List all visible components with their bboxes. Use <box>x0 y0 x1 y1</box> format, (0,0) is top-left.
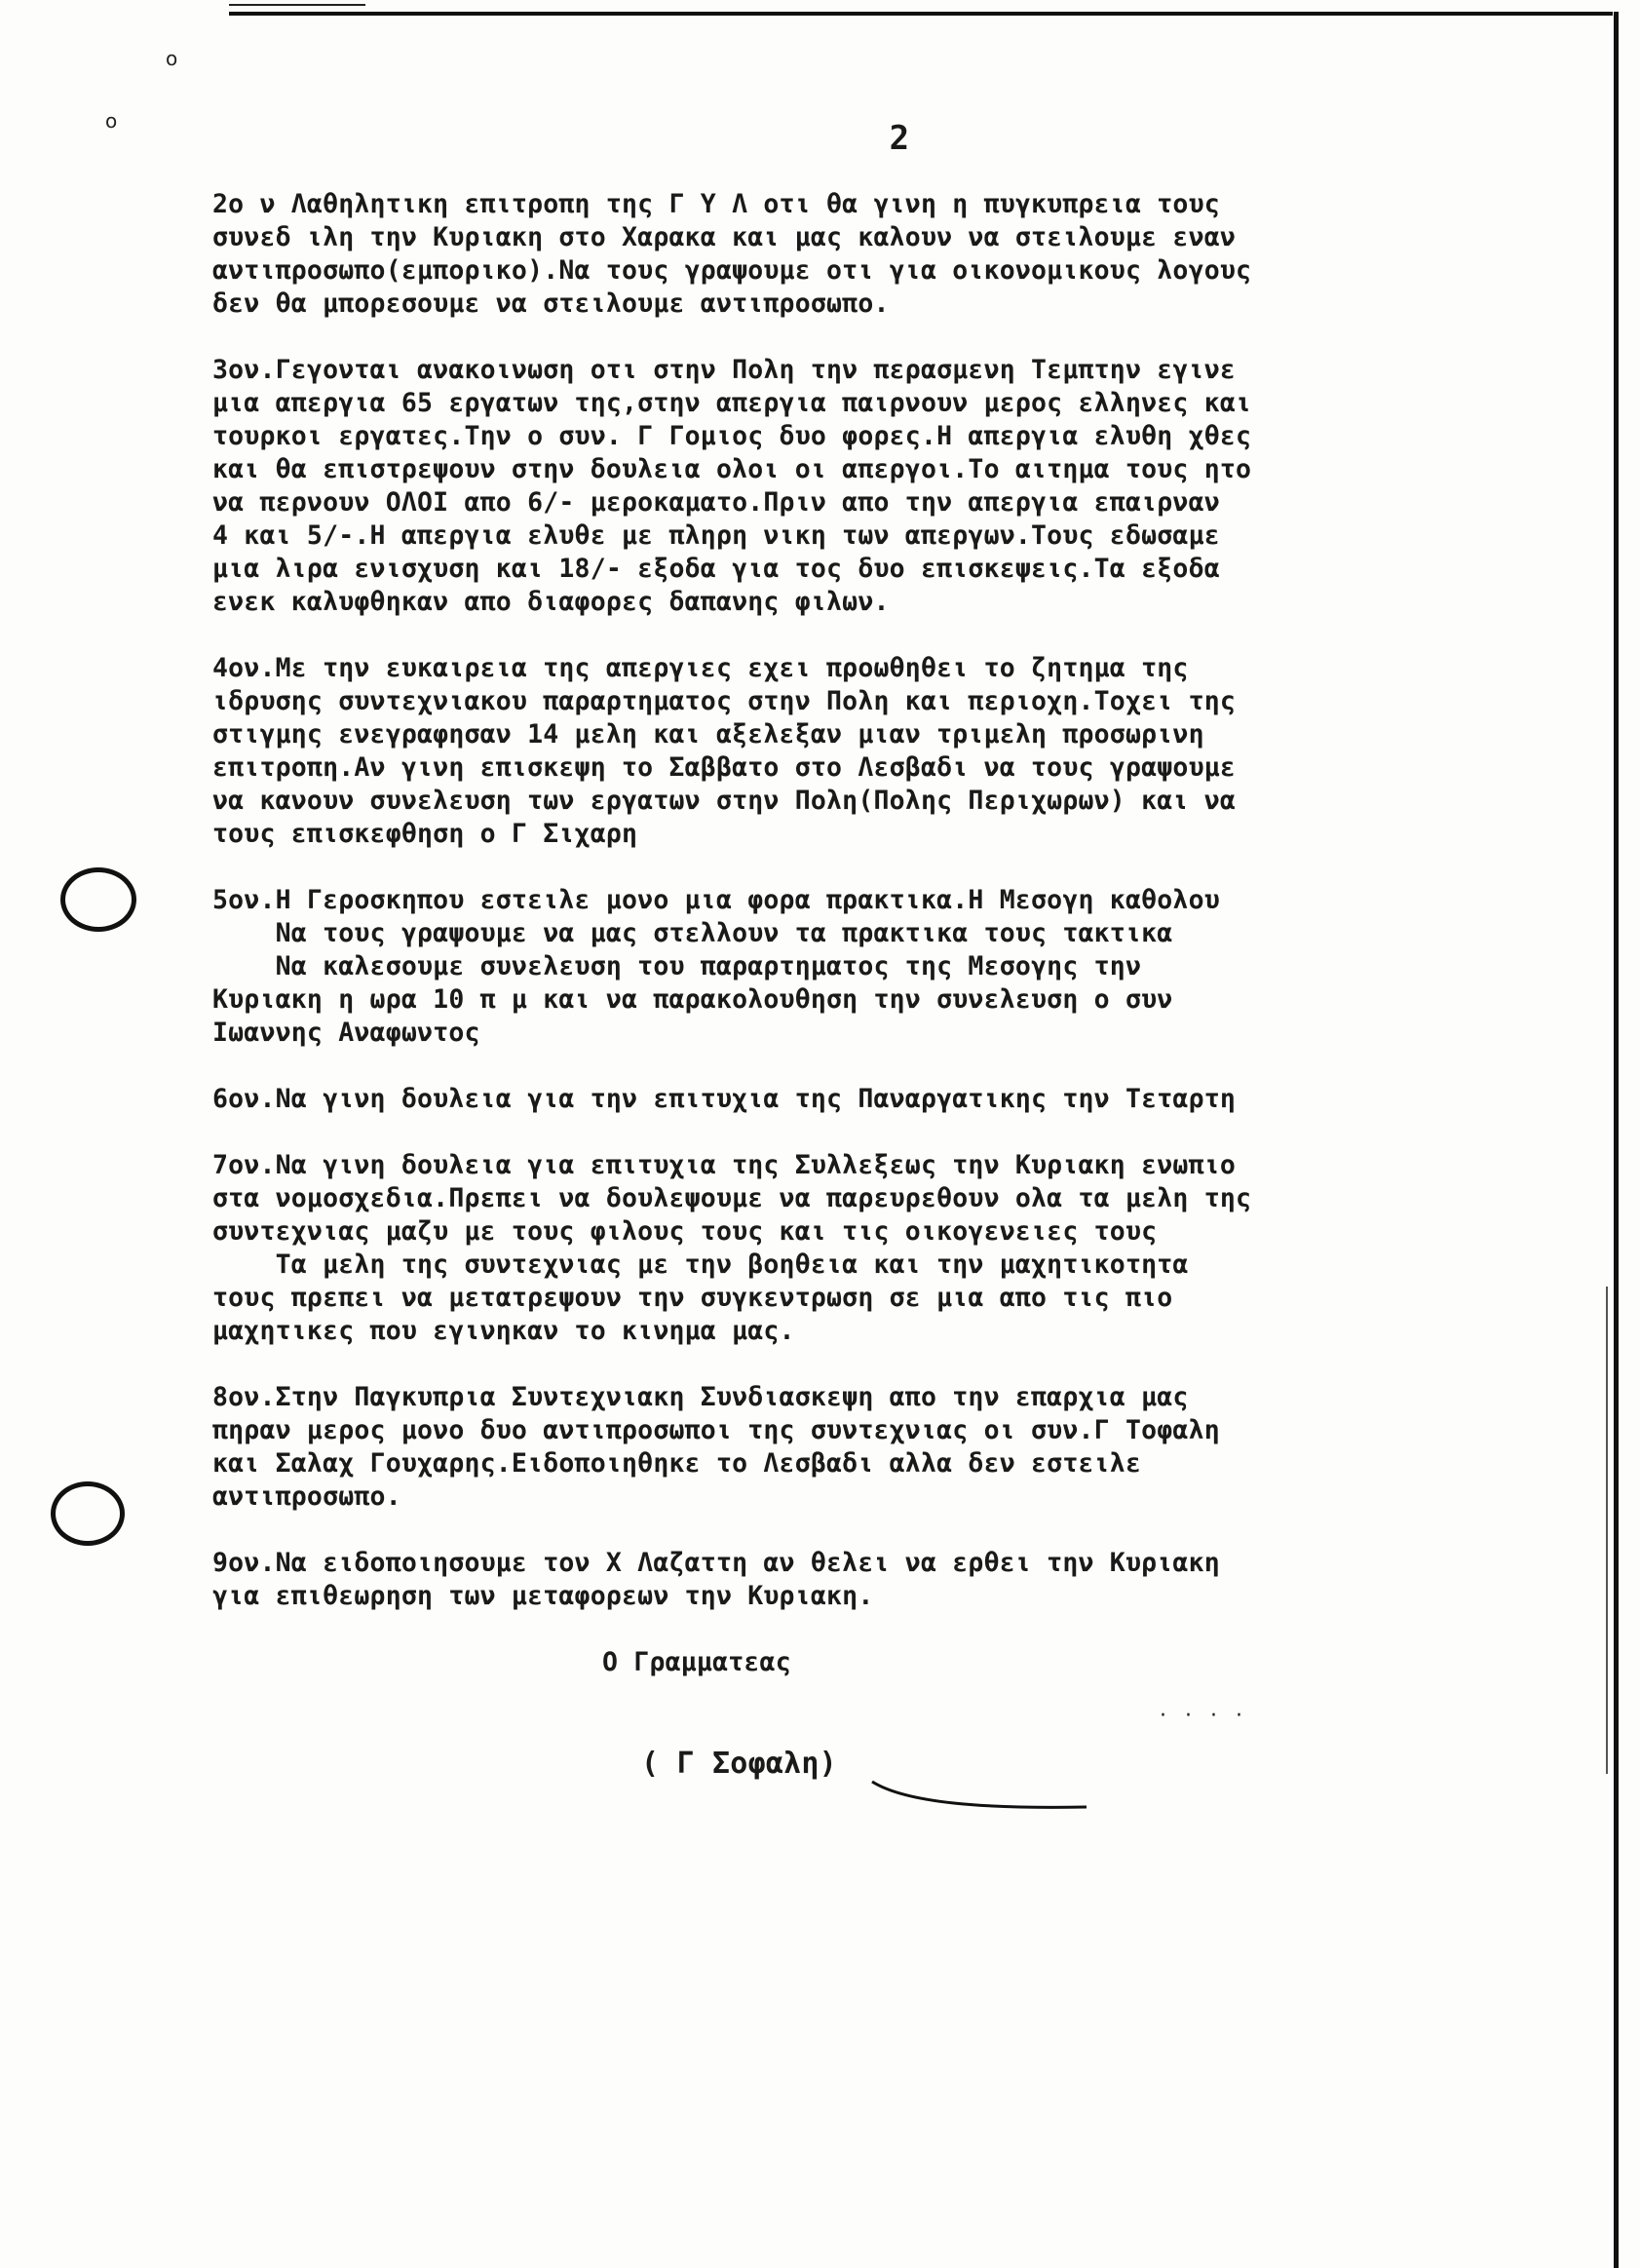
text-line: μια λιρα ενισχυση και 18/- εξοδα για τος δυο επισκεψεις.Τα εξοδα <box>212 554 1220 584</box>
scan-dots: · · · · <box>1160 1704 1248 1728</box>
text-line: δεν θα μπορεσουμε να στειλουμε αντιπροσωπο. <box>212 288 890 319</box>
frame-line <box>1606 1287 1608 1774</box>
paragraph-list <box>212 188 1508 1613</box>
frame-line <box>1614 12 1619 2268</box>
paragraph-p6 <box>212 1083 1508 1116</box>
paragraph-p2 <box>212 188 1508 321</box>
text-line: αντιπροσωπο(εμπορικο).Να τους γραψουμε οτι για οικονομικους λογους <box>212 255 1252 286</box>
text-line: 2ο ν Λαθηλητικη επιτροπη της Γ Υ Λ οτι θα γινη η πυγκυπρεια τους <box>212 189 1220 219</box>
text-line: Να τους γραψουμε να μας στελλουν τα πρακτικα τους τακτικα <box>212 918 1173 948</box>
text-line: 4ον.Με την ευκαιρεια της απεργιες εχει προωθηθει το ζητημα της <box>212 653 1189 683</box>
paragraph-p8 <box>212 1381 1508 1514</box>
text-line: Κυριακη η ωρα 10 π μ και να παρακολουθηση την συνελευση ο συν <box>212 984 1173 1015</box>
text-line: ενεκ καλυφθηκαν απο διαφορες δαπανης φιλων. <box>212 587 890 617</box>
paragraph-p5 <box>212 884 1508 1050</box>
text-line: για επιθεωρηση των μεταφορεων την Κυριακη. <box>212 1581 874 1611</box>
text-line: στα νομοσχεδια.Πρεπει να δουλεψουμε να παρευρεθουν ολα τα μελη της <box>212 1183 1252 1213</box>
punch-hole <box>60 867 136 932</box>
closing-block <box>212 1646 1508 1781</box>
text-line: Τα μελη της συντεχνιας με την βοηθεια και την μαχητικοτητα <box>212 1249 1189 1280</box>
signatory-title: Ο Γραμματεας <box>602 1647 791 1677</box>
text-line: 4 και 5/-.Η απεργια ελυθε με πληρη νικη των απεργων.Τους εδωσαμε <box>212 520 1220 551</box>
text-line: μια απεργια 65 εργατων της,στην απεργια παιρνουν μερος ελληνες και <box>212 388 1252 418</box>
text-line: αντιπροσωπο. <box>212 1481 401 1512</box>
text-line: Ιωαννης Αναφωντος <box>212 1018 480 1048</box>
frame-line <box>229 12 1613 16</box>
paragraph-p3 <box>212 354 1508 619</box>
text-line: τουρκοι εργατες.Την ο συν. Γ Γομιος δυο φορες.Η απεργια ελυθη χθες <box>212 421 1252 451</box>
text-line: 3ον.Γεγονται ανακοινωση οτι στην Πολη την περασμενη Τεμπτην εγινε <box>212 355 1237 385</box>
text-line: να κανουν συνελευση των εργατων στην Πολη(Πολης Περιχωρων) και να <box>212 786 1237 816</box>
text-line: 6ον.Να γινη δουλεια για την επιτυχια της Παναργατικης την Τεταρτη <box>212 1084 1237 1114</box>
punch-hole <box>51 1481 125 1546</box>
text-line: ιδρυσης συντεχνιακου παραρτηματος στην Πολη και περιοχη.Τοχει της <box>212 686 1237 716</box>
text-line: μαχητικες που εγινηκαν το κινημα μας. <box>212 1316 795 1346</box>
text-line: τους επισκεφθηση ο Γ Σιχαρη <box>212 819 638 849</box>
text-line: και θα επιστρεψουν στην δουλεια ολοι οι απεργοι.Το αιτημα τους ητο <box>212 454 1252 484</box>
paragraph-p9 <box>212 1547 1508 1613</box>
document-body <box>212 119 1508 1781</box>
text-line: συντεχνιας μαζυ με τους φιλους τους και τις οικογενειες τους <box>212 1216 1158 1247</box>
scan-mark: o <box>105 109 118 133</box>
text-line: Να καλεσουμε συνελευση του παραρτηματος της Μεσογης την <box>212 951 1142 981</box>
text-line: στιγμης ενεγραφησαν 14 μελη και αξελεξαν μιαν τριμελη προσωρινη <box>212 719 1204 750</box>
text-line: 8ον.Στην Παγκυπρια Συντεχνιακη Συνδιασκεψη απο την επαρχια μας <box>212 1382 1189 1412</box>
signatory-name: ( Γ Σοφαλη) <box>641 1747 837 1781</box>
text-line: τους πρεπει να μετατρεψουν την συγκεντρωση σε μια απο τις πιο <box>212 1283 1173 1313</box>
text-line: συνεδ ιλη την Κυριακη στο Χαρακα και μας καλουν να στειλουμε εναν <box>212 222 1237 252</box>
text-line: επιτροπη.Αν γινη επισκεψη το Σαββατο στο Λεσβαδι να τους γραψουμε <box>212 752 1237 783</box>
text-line: να περνουν ΟΛΟΙ απο 6/- μεροκαματο.Πριν απο την απεργια επαιρναν <box>212 487 1220 518</box>
text-line: 7ον.Να γινη δουλεια για επιτυχια της Συλλεξεως την Κυριακη ενωπιο <box>212 1150 1237 1180</box>
text-line: 5ον.Η Γεροσκηπου εστειλε μονο μια φορα πρακτικα.Η Μεσογη καθολου <box>212 885 1220 915</box>
scan-mark: o <box>166 47 178 70</box>
paragraph-p4 <box>212 652 1508 851</box>
page-number: 2 <box>889 119 910 158</box>
frame-line <box>229 4 365 6</box>
text-line: πηραν μερος μονο δυο αντιπροσωποι της συντεχνιας οι συν.Γ Τοφαλη <box>212 1415 1220 1445</box>
text-line: και Σαλαχ Γουχαρης.Ειδοποιηθηκε το Λεσβαδι αλλα δεν εστειλε <box>212 1448 1142 1479</box>
paragraph-p7 <box>212 1149 1508 1348</box>
signature-stroke <box>867 1774 1091 1813</box>
text-line: 9ον.Να ειδοποιησουμε τον Χ Λαζαττη αν θελει να ερθει την Κυριακη <box>212 1548 1220 1578</box>
